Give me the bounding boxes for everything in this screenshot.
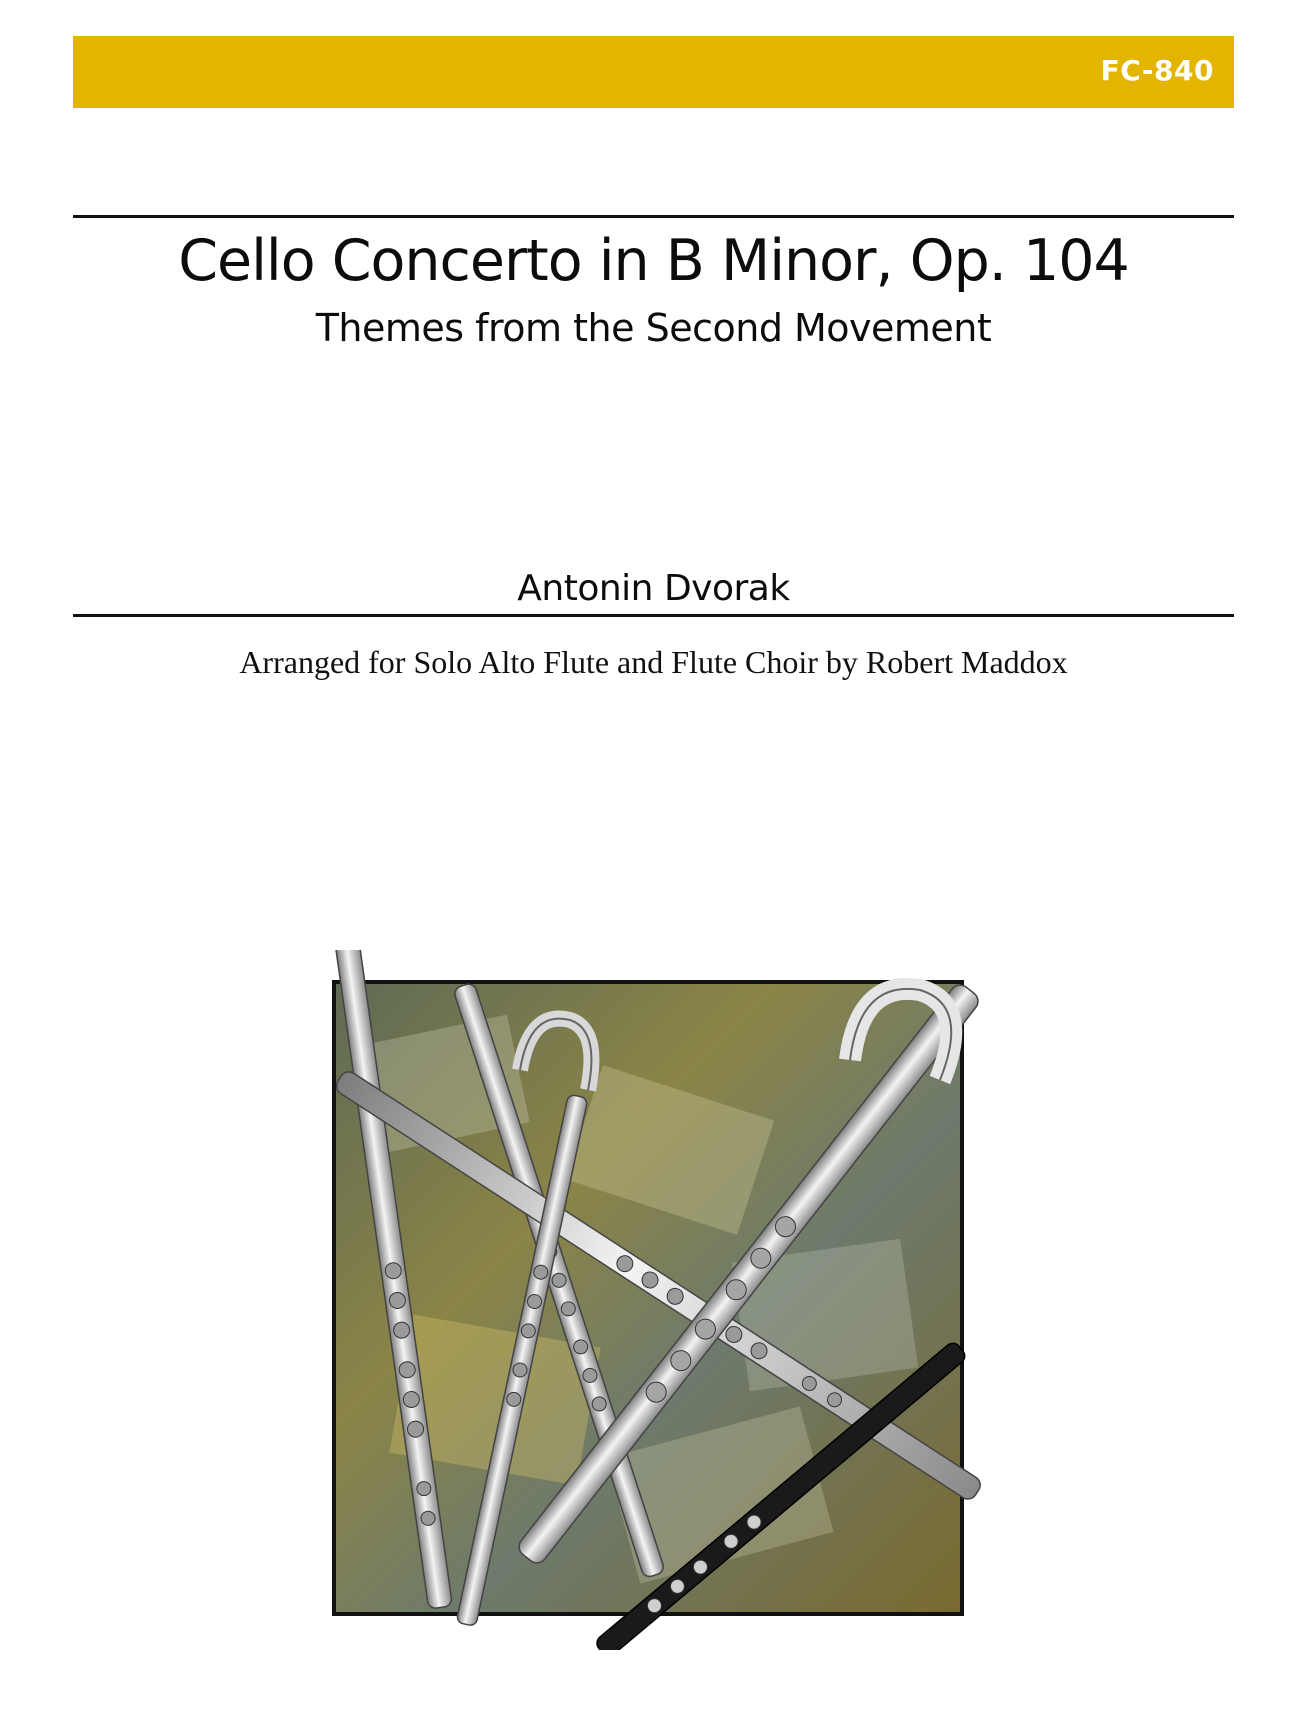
- catalog-number: FC-840: [1100, 54, 1214, 87]
- flutes-collage-icon: [320, 950, 1000, 1650]
- composer-rule: [73, 614, 1234, 617]
- header-band: [73, 36, 1234, 108]
- arranger-line: Arranged for Solo Alto Flute and Flute Choir by Robert Maddox: [239, 644, 1068, 680]
- page-subtitle: Themes from the Second Movement: [315, 306, 992, 350]
- title-rule: [73, 215, 1234, 218]
- composer-name: Antonin Dvorak: [517, 568, 790, 609]
- page-title: Cello Concerto in B Minor, Op. 104: [178, 228, 1129, 294]
